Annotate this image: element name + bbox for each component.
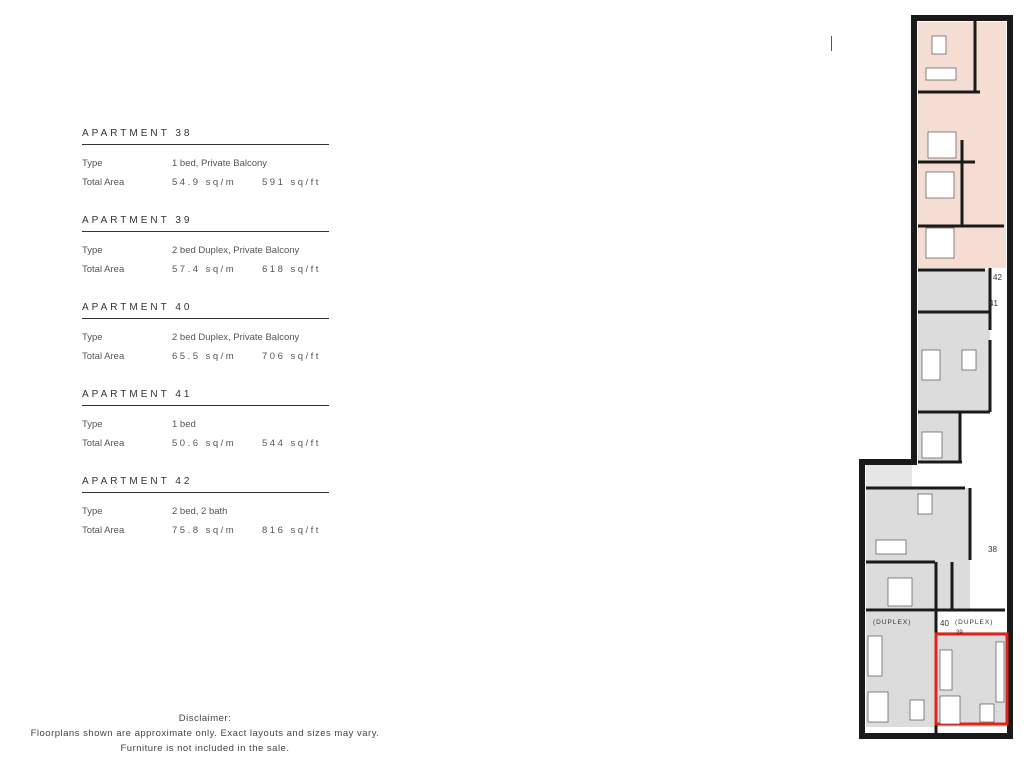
table-icon bbox=[962, 350, 976, 370]
type-value: 1 bed, Private Balcony bbox=[172, 158, 268, 169]
bed-icon bbox=[888, 578, 912, 606]
apartment-title: APARTMENT 38 bbox=[82, 128, 329, 145]
table-icon bbox=[932, 36, 946, 54]
area-sqm: 65.5 sq/m bbox=[172, 351, 237, 362]
apartment-title: APARTMENT 41 bbox=[82, 389, 329, 406]
sofa-icon bbox=[926, 68, 956, 80]
apartment-title: APARTMENT 40 bbox=[82, 302, 329, 319]
unit-label-38: 38 bbox=[988, 545, 997, 554]
bed-icon bbox=[926, 172, 954, 198]
table-icon bbox=[910, 700, 924, 720]
sofa-icon bbox=[922, 350, 940, 380]
area-sqft: 706 sq/ft bbox=[262, 351, 321, 362]
type-label: Type bbox=[82, 419, 103, 430]
area-sqm: 54.9 sq/m bbox=[172, 177, 237, 188]
sofa-icon bbox=[868, 692, 888, 722]
area-label: Total Area bbox=[82, 177, 125, 188]
sofa-icon bbox=[940, 696, 960, 724]
type-value: 1 bed bbox=[172, 419, 196, 430]
stairs-icon bbox=[940, 650, 952, 690]
type-label: Type bbox=[82, 506, 103, 517]
unit-label-41: 41 bbox=[989, 299, 998, 308]
type-label: Type bbox=[82, 158, 103, 169]
bed-icon bbox=[926, 228, 954, 258]
bed-icon bbox=[928, 132, 956, 158]
kitchen-units bbox=[996, 642, 1004, 702]
table-icon bbox=[918, 494, 932, 514]
unit-label-42: 42 bbox=[993, 273, 1002, 282]
area-sqft: 591 sq/ft bbox=[262, 177, 321, 188]
apartment-title: APARTMENT 42 bbox=[82, 476, 329, 493]
balcony-38 bbox=[866, 464, 912, 488]
apartment-title: APARTMENT 39 bbox=[82, 215, 329, 232]
disclaimer-heading: Disclaimer: bbox=[178, 713, 232, 724]
duplex-label: (DUPLEX) bbox=[873, 619, 912, 626]
disclaimer-text: Floorplans shown are approximate only. Exact layouts and sizes may vary. bbox=[30, 728, 380, 739]
area-label: Total Area bbox=[82, 438, 125, 449]
stairs-icon bbox=[868, 636, 882, 676]
table-icon bbox=[980, 704, 994, 722]
type-value: 2 bed Duplex, Private Balcony bbox=[172, 332, 300, 343]
area-label: Total Area bbox=[82, 351, 125, 362]
sofa-icon bbox=[876, 540, 906, 554]
area-sqft: 816 sq/ft bbox=[262, 525, 321, 536]
duplex-label: (DUPLEX) bbox=[955, 619, 994, 626]
stairs-icon bbox=[922, 432, 942, 458]
type-value: 2 bed, 2 bath bbox=[172, 506, 228, 517]
type-label: Type bbox=[82, 245, 103, 256]
unit-label-39: 39 bbox=[956, 630, 963, 636]
disclaimer-text: Furniture is not included in the sale. bbox=[120, 743, 290, 754]
area-sqm: 75.8 sq/m bbox=[172, 525, 237, 536]
unit-label-40: 40 bbox=[940, 619, 949, 628]
type-value: 2 bed Duplex, Private Balcony bbox=[172, 245, 300, 256]
area-sqft: 618 sq/ft bbox=[262, 264, 321, 275]
area-label: Total Area bbox=[82, 264, 125, 275]
apartment-41-area[interactable] bbox=[918, 270, 990, 412]
area-sqft: 544 sq/ft bbox=[262, 438, 321, 449]
type-label: Type bbox=[82, 332, 103, 343]
area-label: Total Area bbox=[82, 525, 125, 536]
area-sqm: 50.6 sq/m bbox=[172, 438, 237, 449]
area-sqm: 57.4 sq/m bbox=[172, 264, 237, 275]
